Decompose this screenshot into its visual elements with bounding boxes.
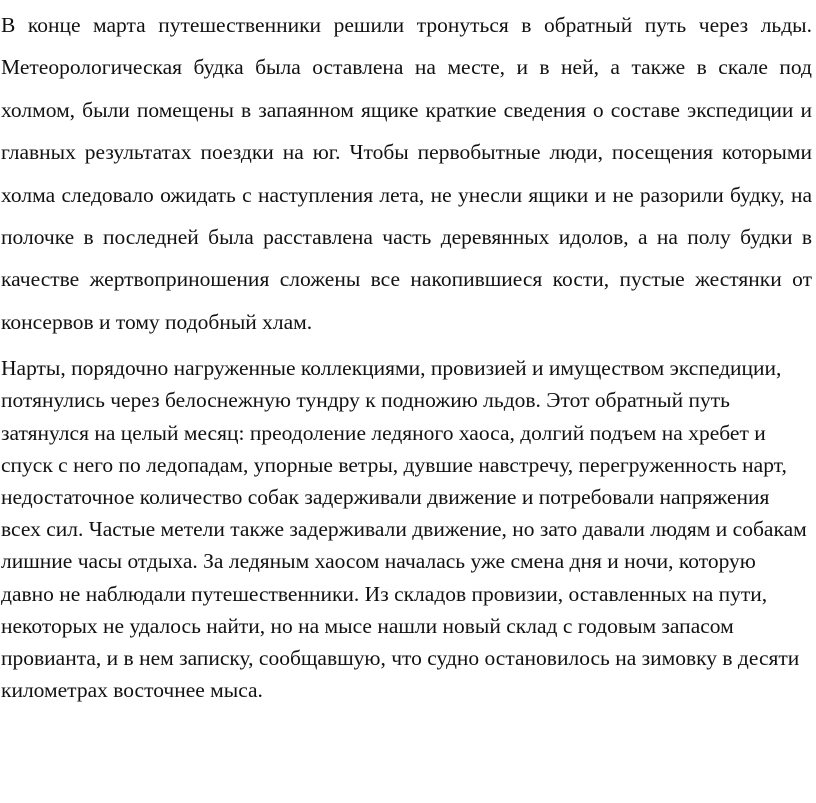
paragraph-2: Нарты, порядочно нагруженные коллекциями, провизией и имуществом экспедиции, потянулись через белоснежную тундру к подножию льдов. Этот обратный путь затянулся на целый месяц: преодоление ледяного хаоса, долгий подъем на хребет и спуск с него по ледопадам, упорные ветры, дувшие навстречу, перегруженность нарт, недостаточное количество собак задерживали движение и потребовали напряжения всех сил. Частые метели также задерживали движение, но зато давали людям и собакам лишние часы отдыха. За ледяным хаосом началась уже смена дня и ночи, которую давно не наблюдали путешественники. Из складов провизии, оставленных на пути, некоторых не удалось найти, но на мысе нашли новый склад с годовым запасом провианта, и в нем записку, сообщавшую, что судно остановилось на зимовку в десяти километрах восточнее мыса. (1, 356, 807, 703)
paragraph-1: В конце марта путешественники решили тронуться в обратный путь через льды. Метеорологическая будка была оставлена на месте, и в ней, а также в скале под холмом, были помещены в запаянном ящике краткие сведения о составе экспедиции и главных результатах поездки на юг. Чтобы первобытные люди, посещения которыми холма следовало ожидать с наступления лета, не унесли ящики и не разорили будку, на полочке в последней была расставлена часть деревянных идолов, а на полу будки в качестве жертвоприношения сложены все накопившиеся кости, пустые жестянки от консервов и тому подобный хлам. (1, 13, 812, 334)
